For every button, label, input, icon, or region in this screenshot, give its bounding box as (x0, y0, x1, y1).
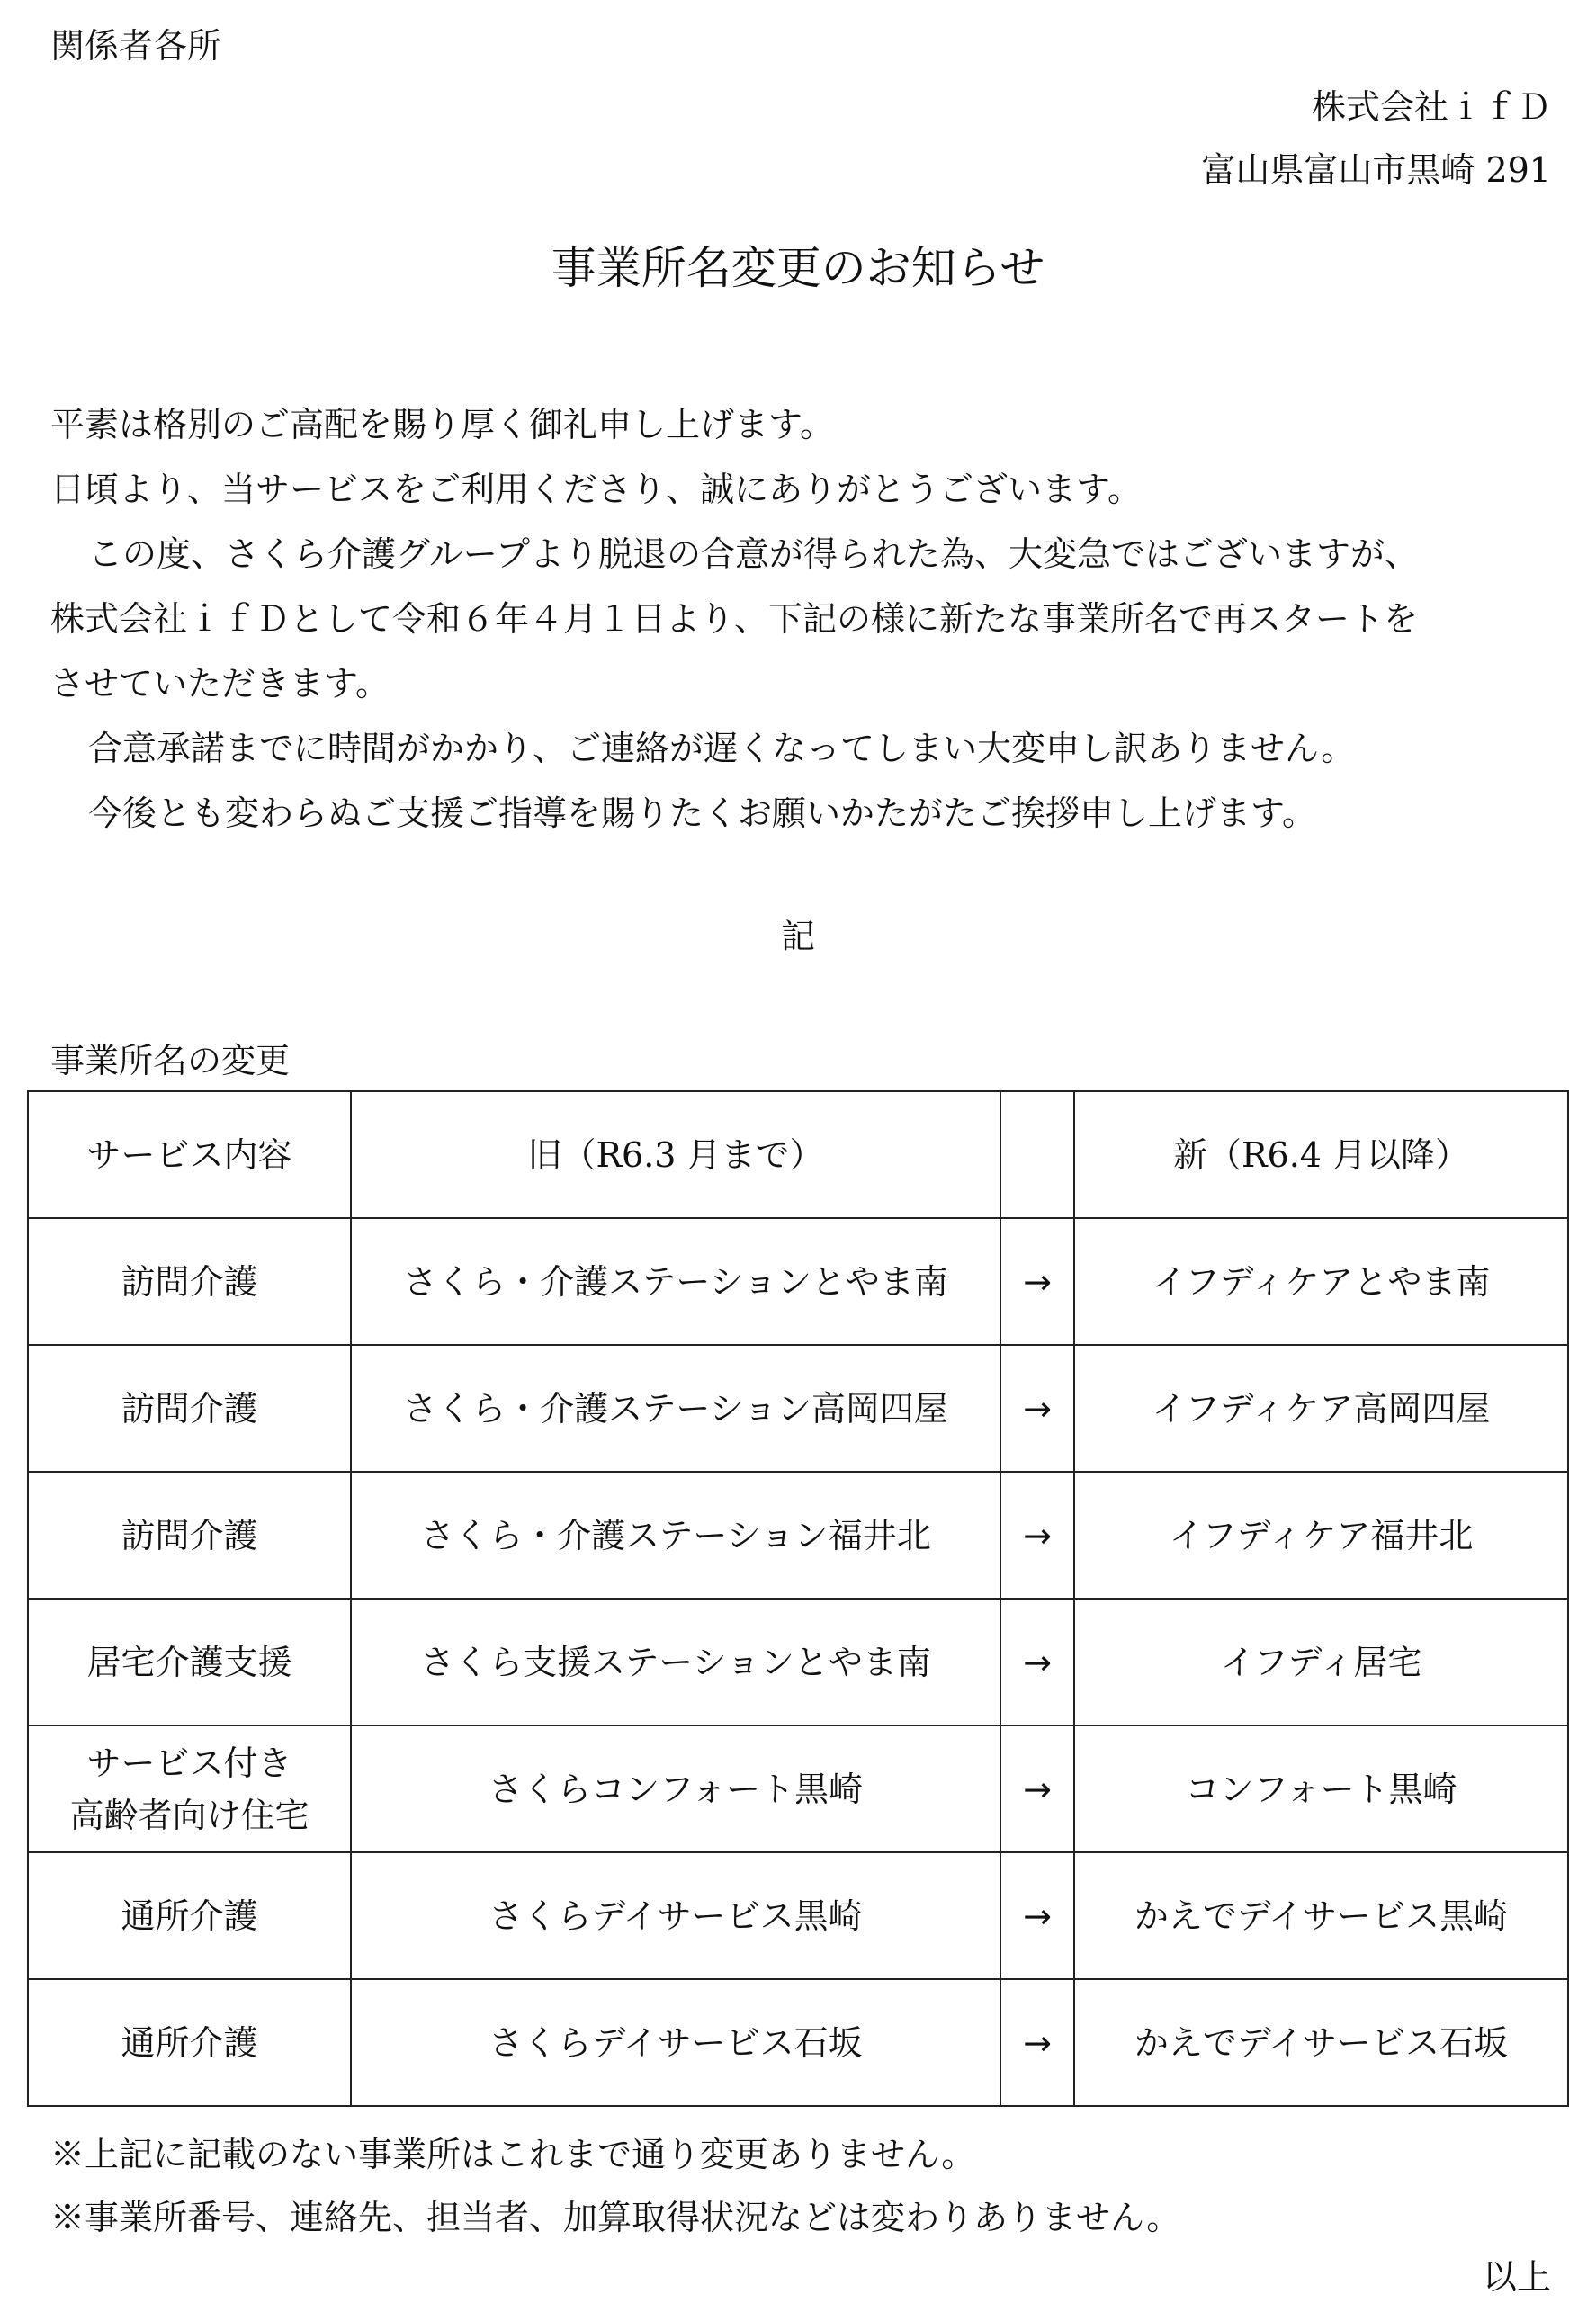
closing-mark: 以上 (1482, 2257, 1551, 2297)
cell-old-name: さくらコンフォート黒崎 (351, 1725, 1000, 1852)
table-header-row (28, 1091, 1568, 1218)
note-unchanged-details: ※事業所番号、連絡先、担当者、加算取得状況などは変わりありません。 (50, 2198, 1181, 2237)
arrow-icon: → (1000, 1979, 1074, 2106)
cell-new-name: かえでデイサービス黒崎 (1074, 1852, 1568, 1979)
body-line: 株式会社ｉｆＤとして令和６年４月１日より、下記の様に新たな事業所名で再スタートを (50, 599, 1419, 639)
cell-new-name: イフディケア福井北 (1074, 1472, 1568, 1599)
body-line: 合意承諾までに時間がかかり、ご連絡が遅くなってしまい大変申し訳ありません。 (88, 729, 1356, 768)
table-row (28, 1345, 1568, 1472)
table-row (28, 1218, 1568, 1345)
header-arrow (1000, 1091, 1074, 1218)
company-address: 富山県富山市黒崎 291 (1201, 150, 1551, 190)
table-row (28, 1852, 1568, 1979)
body-line: させていただきます。 (50, 664, 390, 703)
document-title: 事業所名変更のお知らせ (551, 242, 1045, 294)
table-row (28, 1472, 1568, 1599)
cell-new-name: イフディケアとやま南 (1074, 1218, 1568, 1345)
cell-old-name: さくら・介護ステーション福井北 (351, 1472, 1000, 1599)
cell-service: 通所介護 (28, 1852, 351, 1979)
arrow-icon: → (1000, 1345, 1074, 1472)
header-new: 新（R6.4 月以降） (1074, 1091, 1568, 1218)
cell-new-name: コンフォート黒崎 (1074, 1725, 1568, 1852)
arrow-icon: → (1000, 1599, 1074, 1725)
cell-old-name: さくらデイサービス石坂 (351, 1979, 1000, 2106)
arrow-icon: → (1000, 1472, 1074, 1599)
arrow-icon: → (1000, 1852, 1074, 1979)
table-row (28, 1599, 1568, 1725)
header-old: 旧（R6.3 月まで） (351, 1091, 1000, 1218)
table-row (28, 1725, 1568, 1852)
cell-service (28, 1725, 351, 1852)
header-service: サービス内容 (28, 1091, 351, 1218)
arrow-icon: → (1000, 1218, 1074, 1345)
cell-service: 訪問介護 (28, 1472, 351, 1599)
table-row (28, 1979, 1568, 2106)
note-unchanged-offices: ※上記に記載のない事業所はこれまで通り変更ありません。 (50, 2135, 976, 2174)
body-line: 今後とも変わらぬご支援ご指導を賜りたくお願いかたがたご挨拶申し上げます。 (88, 793, 1316, 833)
body-line: この度、さくら介護グループより脱退の合意が得られた為、大変急ではございますが、 (88, 534, 1419, 574)
cell-old-name: さくら支援ステーションとやま南 (351, 1599, 1000, 1725)
name-change-table (27, 1090, 1569, 2107)
cell-service-line: 高齢者向け住宅 (69, 1795, 309, 1835)
cell-service-line: サービス付き (86, 1743, 292, 1783)
section-title: 事業所名の変更 (50, 1041, 291, 1080)
ki-heading: 記 (780, 917, 815, 956)
arrow-icon: → (1000, 1725, 1074, 1852)
company-name: 株式会社ｉｆＤ (1311, 87, 1551, 127)
cell-service: 訪問介護 (28, 1218, 351, 1345)
cell-service: 居宅介護支援 (28, 1599, 351, 1725)
cell-service: 訪問介護 (28, 1345, 351, 1472)
cell-service: 通所介護 (28, 1979, 351, 2106)
cell-new-name: イフディケア高岡四屋 (1074, 1345, 1568, 1472)
cell-old-name: さくら・介護ステーション高岡四屋 (351, 1345, 1000, 1472)
body-text (50, 392, 1562, 846)
addressee: 関係者各所 (50, 26, 222, 66)
body-line: 日頃より、当サービスをご利用くださり、誠にありがとうございます。 (50, 470, 1142, 509)
body-line: 平素は格別のご高配を賜り厚く御礼申し上げます。 (50, 405, 834, 444)
cell-new-name: かえでデイサービス石坂 (1074, 1979, 1568, 2106)
cell-old-name: さくら・介護ステーションとやま南 (351, 1218, 1000, 1345)
cell-new-name: イフディ居宅 (1074, 1599, 1568, 1725)
cell-old-name: さくらデイサービス黒崎 (351, 1852, 1000, 1979)
